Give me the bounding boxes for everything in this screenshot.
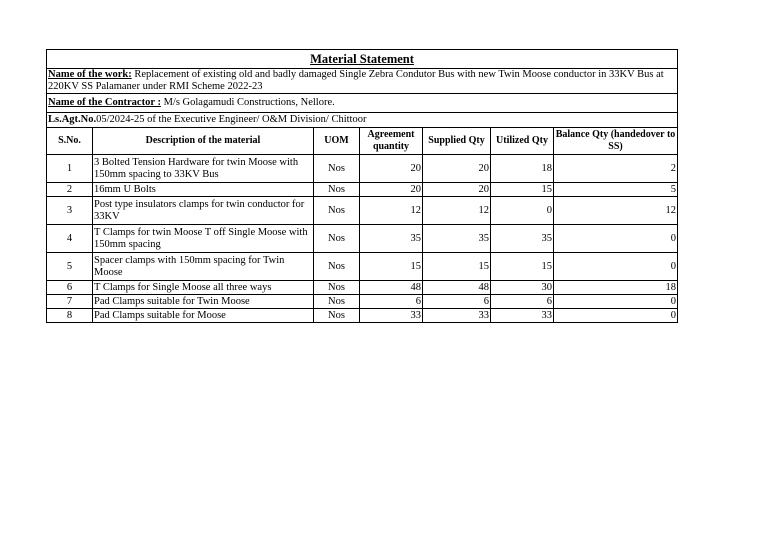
cell-desc: T Clamps for twin Moose T off Single Moose with 150mm spacing	[93, 225, 314, 253]
work-name-cell	[47, 69, 678, 94]
col-desc-header: Description of the material	[93, 128, 314, 155]
cell-desc: 16mm U Bolts	[93, 183, 314, 197]
cell-utilized: 18	[491, 155, 554, 183]
table-row	[47, 253, 678, 281]
table-row	[47, 197, 678, 225]
table-row	[47, 155, 678, 183]
material-statement-table	[46, 49, 678, 323]
cell-utilized: 35	[491, 225, 554, 253]
cell-supplied: 33	[423, 309, 491, 323]
cell-utilized: 15	[491, 183, 554, 197]
table-row	[47, 309, 678, 323]
cell-balance: 2	[554, 155, 678, 183]
work-label: Name of the work:	[48, 69, 132, 80]
cell-agreement: 48	[360, 281, 423, 295]
cell-utilized: 33	[491, 309, 554, 323]
table-row	[47, 295, 678, 309]
cell-sno: 1	[47, 155, 93, 183]
work-text: Replacement of existing old and badly damaged Single Zebra Condutor Bus with new Twin Moose conductor in 33KV Bus at 220KV SS Palamaner under RMI Scheme 2022-23	[48, 69, 664, 92]
cell-balance: 0	[554, 225, 678, 253]
cell-supplied: 12	[423, 197, 491, 225]
cell-desc: T Clamps for Single Moose all three ways	[93, 281, 314, 295]
cell-balance: 0	[554, 309, 678, 323]
agreement-label: Ls.Agt.No.	[48, 114, 97, 125]
cell-sno: 7	[47, 295, 93, 309]
cell-agreement: 12	[360, 197, 423, 225]
cell-balance: 18	[554, 281, 678, 295]
cell-desc: Pad Clamps suitable for Moose	[93, 309, 314, 323]
cell-supplied: 20	[423, 155, 491, 183]
cell-sno: 2	[47, 183, 93, 197]
cell-agreement: 20	[360, 183, 423, 197]
cell-uom: Nos	[314, 155, 360, 183]
header-row	[47, 128, 678, 155]
cell-desc: 3 Bolted Tension Hardware for twin Moose with 150mm spacing to 33KV Bus	[93, 155, 314, 183]
contractor-text: M/s Golagamudi Constructions, Nellore.	[160, 97, 335, 108]
table-row	[47, 183, 678, 197]
cell-agreement: 33	[360, 309, 423, 323]
cell-desc: Post type insulators clamps for twin conductor for 33KV	[93, 197, 314, 225]
table-row	[47, 281, 678, 295]
cell-desc: Spacer clamps with 150mm spacing for Twin Moose	[93, 253, 314, 281]
table-row	[47, 225, 678, 253]
cell-uom: Nos	[314, 309, 360, 323]
cell-utilized: 0	[491, 197, 554, 225]
cell-utilized: 6	[491, 295, 554, 309]
cell-balance: 12	[554, 197, 678, 225]
contractor-label: Name of the Contractor :	[48, 97, 161, 108]
col-utilized-header: Utilized Qty	[491, 128, 554, 155]
cell-agreement: 15	[360, 253, 423, 281]
col-uom-header: UOM	[314, 128, 360, 155]
cell-sno: 5	[47, 253, 93, 281]
cell-uom: Nos	[314, 183, 360, 197]
cell-uom: Nos	[314, 197, 360, 225]
col-balance-header: Balance Qty (handedover to SS)	[554, 128, 678, 155]
cell-utilized: 30	[491, 281, 554, 295]
cell-sno: 3	[47, 197, 93, 225]
col-supplied-header: Supplied Qty	[423, 128, 491, 155]
cell-supplied: 15	[423, 253, 491, 281]
cell-agreement: 6	[360, 295, 423, 309]
col-agreement-header: Agreement quantity	[360, 128, 423, 155]
contractor-cell	[47, 94, 678, 113]
cell-sno: 8	[47, 309, 93, 323]
cell-supplied: 20	[423, 183, 491, 197]
cell-supplied: 6	[423, 295, 491, 309]
cell-sno: 4	[47, 225, 93, 253]
col-sno-header: S.No.	[47, 128, 93, 155]
cell-balance: 0	[554, 253, 678, 281]
agreement-text: 05/2024-25 of the Executive Engineer/ O&M Division/ Chittoor	[96, 114, 367, 125]
cell-sno: 6	[47, 281, 93, 295]
cell-uom: Nos	[314, 295, 360, 309]
cell-utilized: 15	[491, 253, 554, 281]
cell-uom: Nos	[314, 225, 360, 253]
cell-agreement: 35	[360, 225, 423, 253]
agreement-cell	[47, 113, 678, 128]
cell-uom: Nos	[314, 281, 360, 295]
page-title: Material Statement	[47, 50, 678, 69]
cell-supplied: 35	[423, 225, 491, 253]
cell-supplied: 48	[423, 281, 491, 295]
cell-agreement: 20	[360, 155, 423, 183]
cell-balance: 0	[554, 295, 678, 309]
cell-balance: 5	[554, 183, 678, 197]
cell-uom: Nos	[314, 253, 360, 281]
cell-desc: Pad Clamps suitable for Twin Moose	[93, 295, 314, 309]
